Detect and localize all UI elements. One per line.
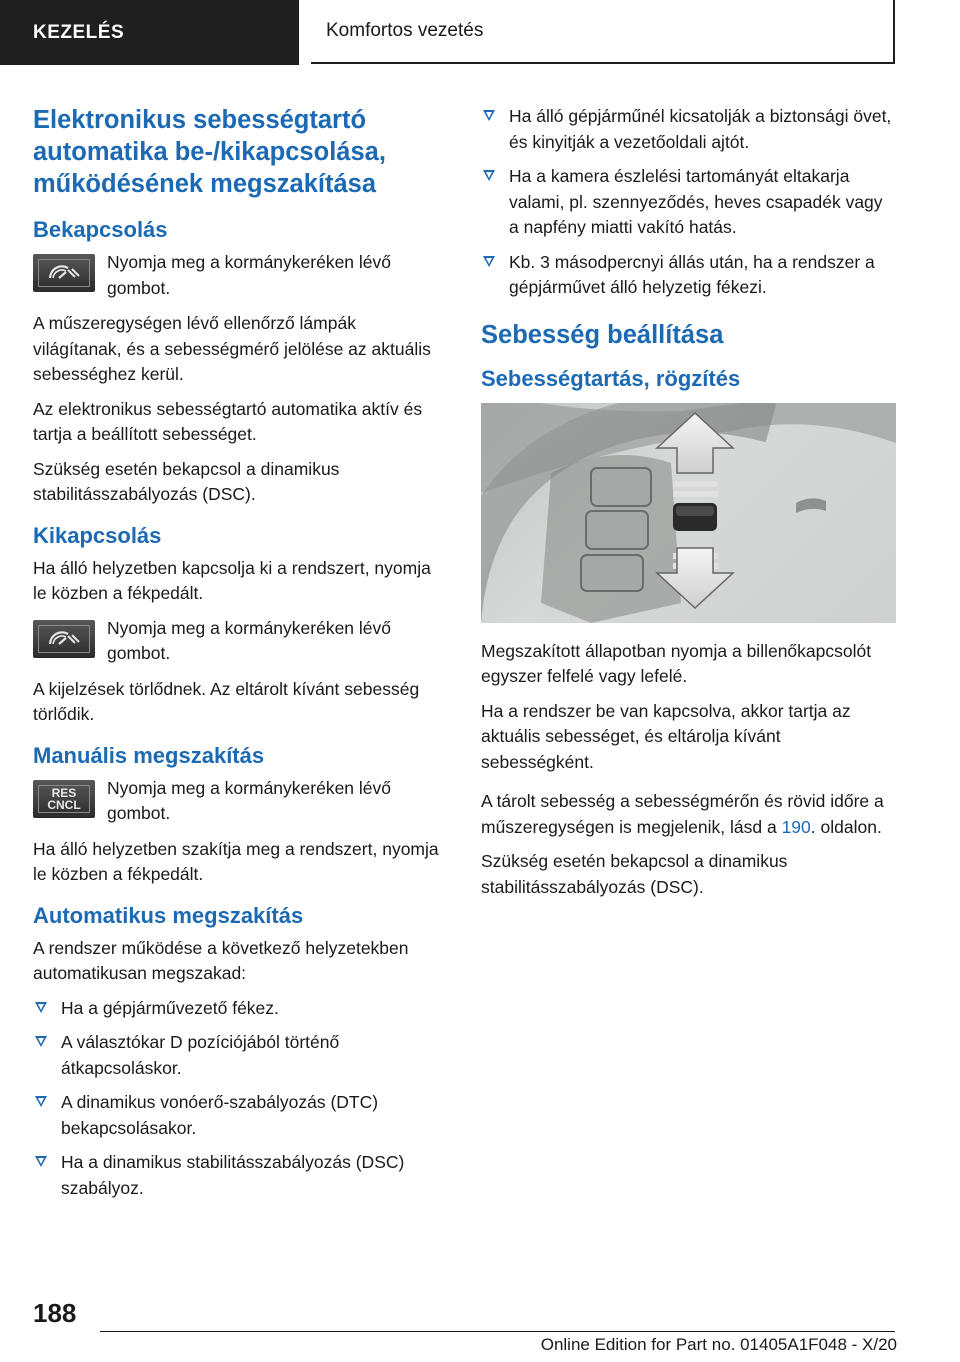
edition-text: Online Edition for Part no. 01405A1F048 - X/20 bbox=[540, 1335, 897, 1354]
left-column bbox=[33, 104, 443, 1210]
res-label: RES bbox=[51, 785, 77, 800]
footer-divider bbox=[100, 1331, 895, 1332]
button-instruction-text: Nyomja meg a kormánykeréken lévő gombot. bbox=[107, 252, 392, 298]
bullet-triangle-icon bbox=[35, 1156, 47, 1167]
chapter-title: Komfortos vezetés bbox=[311, 0, 895, 64]
bullet-triangle-icon bbox=[35, 1096, 47, 1107]
paragraph: Az elektronikus sebességtartó automatika aktív és tartja a beállított sebességet. bbox=[33, 398, 423, 444]
res-cncl-button bbox=[33, 780, 95, 818]
paragraph: A kijelzések törlődnek. Az eltárolt kívánt sebesség törlődik. bbox=[33, 678, 420, 724]
paragraph: Szükség esetén bekapcsol a dinamikus stabilitásszabályozás (DSC). bbox=[481, 851, 788, 897]
list-item: Ha a kamera észlelési tartományát eltakarja valami, pl. szennyeződés, heves csapadék vagy a napfény miatti vakító hatás. bbox=[481, 164, 896, 241]
heading-sebessegtartas: Sebességtartás, rögzítés bbox=[481, 365, 741, 391]
paragraph: Ha a rendszer be van kapcsolva, akkor tartja az aktuális sebességet, és eltárolja kívánt sebességként. bbox=[481, 700, 851, 772]
right-column bbox=[481, 104, 896, 909]
paragraph: Megszakított állapotban nyomja a billenőkapcsolót egyszer felfelé vagy lefelé. bbox=[481, 640, 872, 686]
page-number: 188 bbox=[33, 1298, 77, 1328]
heading-automatikus: Automatikus megszakítás bbox=[33, 902, 304, 928]
heading-manualis: Manuális megszakítás bbox=[33, 742, 265, 768]
list-item: A választókar D pozíciójából történő átkapcsoláskor. bbox=[33, 1030, 443, 1081]
auto-list bbox=[33, 996, 443, 1202]
page-title: Elektronikus sebességtartó automatika be-/kikapcsolása, működésének megszakítása bbox=[33, 106, 386, 198]
heading-bekapcsolas: Bekapcsolás bbox=[33, 217, 168, 242]
bullet-triangle-icon bbox=[483, 110, 495, 121]
list-item: Ha a dinamikus stabilitásszabályozás (DSC) szabályoz. bbox=[33, 1150, 443, 1201]
cncl-label: CNCL bbox=[47, 797, 81, 812]
button-instruction bbox=[33, 616, 443, 667]
paragraph: A rendszer működése a következő helyzetekben automatikusan megszakad: bbox=[33, 937, 409, 983]
paragraph: A műszeregységen lévő ellenőrző lámpák világítanak, és a sebességmérő jelölése az aktuális sebességhez kerül. bbox=[33, 313, 431, 384]
list-item: A dinamikus vonóerő-szabályozás (DTC) bekapcsolásakor. bbox=[33, 1090, 443, 1141]
bullet-triangle-icon bbox=[35, 1036, 47, 1047]
paragraph: Ha álló helyzetben kapcsolja ki a rendszert, nyomja le közben a fékpedált. bbox=[33, 557, 431, 603]
steering-wheel-photo bbox=[481, 403, 896, 623]
button-instruction bbox=[33, 776, 443, 827]
bullet-triangle-icon bbox=[35, 1002, 47, 1013]
auto-list-continued bbox=[481, 104, 896, 301]
list-item: Ha a gépjárművezető fékez. bbox=[33, 996, 443, 1022]
paragraph: Ha álló helyzetben szakítja meg a rendszert, nyomja le közben a fékpedált. bbox=[33, 838, 439, 884]
section-tab: KEZELÉS bbox=[0, 0, 299, 65]
heading-kikapcsolas: Kikapcsolás bbox=[33, 522, 162, 548]
cruise-control-icon bbox=[33, 254, 95, 292]
button-instruction bbox=[33, 250, 443, 301]
button-instruction-text: Nyomja meg a kormánykeréken lévő gombot. bbox=[107, 777, 392, 823]
page-link[interactable]: 190 bbox=[781, 816, 811, 837]
paragraph-with-link: A tárolt sebesség a sebességmérőn és rövid időre a műszeregységen is megjelenik, lásd a 190. oldalon. bbox=[481, 791, 884, 837]
paragraph: Szükség esetén bekapcsol a dinamikus stabilitásszabályozás (DSC). bbox=[33, 458, 340, 504]
heading-sebesseg-beallitasa: Sebesség beállítása bbox=[481, 320, 724, 349]
cruise-control-icon bbox=[33, 620, 95, 658]
list-item: Ha álló gépjárműnél kicsatolják a biztonsági övet, és kinyitják a vezetőoldali ajtót. bbox=[481, 104, 896, 155]
bullet-triangle-icon bbox=[483, 170, 495, 181]
button-instruction-text: Nyomja meg a kormánykeréken lévő gombot. bbox=[107, 617, 392, 663]
list-item: Kb. 3 másodpercnyi állás után, ha a rendszer a gépjárművet álló helyzetig fékezi. bbox=[481, 250, 896, 301]
bullet-triangle-icon bbox=[483, 256, 495, 267]
